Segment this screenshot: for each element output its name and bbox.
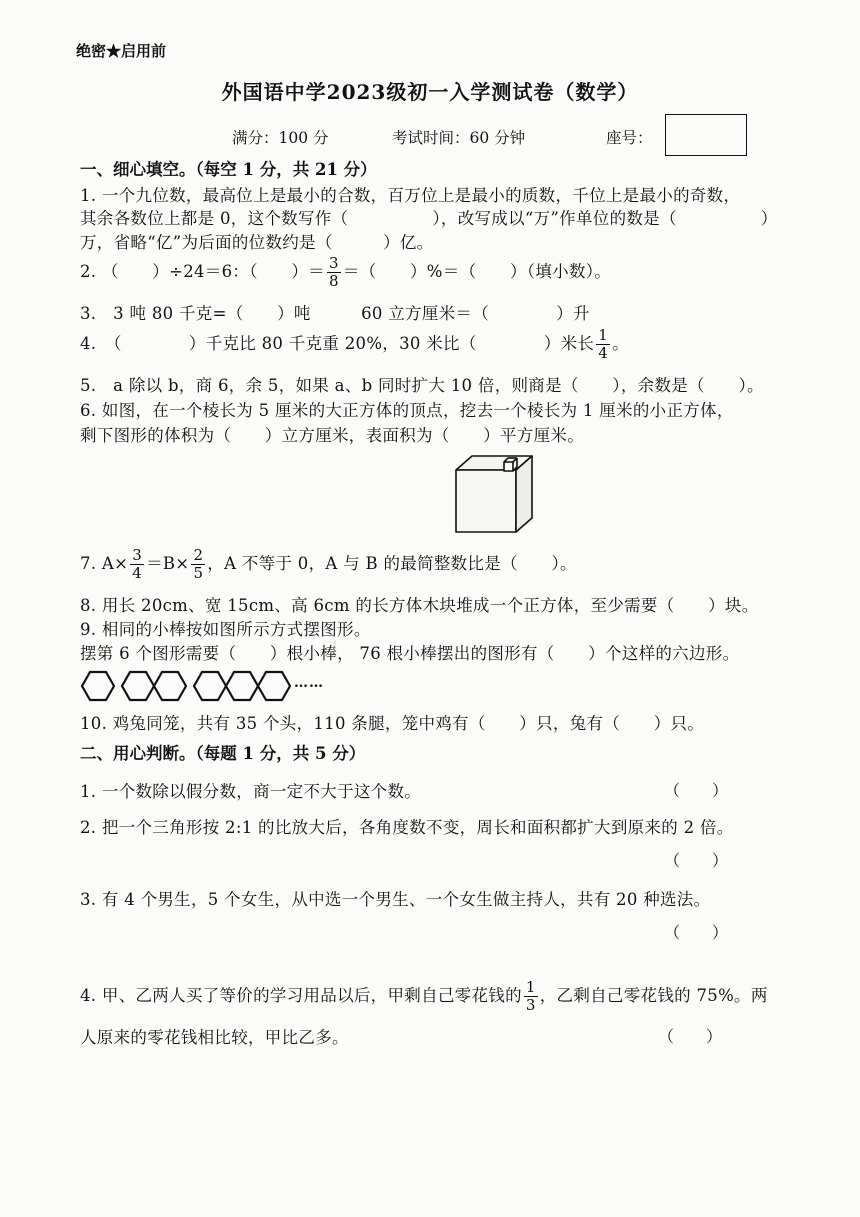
exam-title: 外国语中学2023级初一入学测试卷（数学） [221, 80, 639, 104]
judge-q4-fraction-numerator: 1 [525, 978, 536, 996]
q1-line-1: 1. 一个九位数，最高位上是最小的合数，百万位上是最小的质数，千位上是最小的奇数， [80, 186, 741, 205]
exam-time: 考试时间：60 分钟 [392, 129, 526, 147]
q7-fraction-a-denominator: 4 [132, 564, 143, 582]
q7-fraction-a-numerator: 3 [132, 546, 143, 564]
q7-fraction-a [130, 548, 144, 581]
section-2-heading: 二、用心判断。（每题 1 分，共 5 分） [80, 744, 366, 763]
hexagon-figure-2 [122, 672, 186, 700]
q10-line: 10. 鸡兔同笼，共有 35 个头，110 条腿，笼中鸡有（ ）只，兔有（ ）只。 [80, 714, 705, 733]
judge-q1-answer-paren[interactable]: （ ） [664, 781, 729, 800]
q5-line: 5. a 除以 b，商 6，余 5，如果 a、b 同时扩大 10 倍，则商是（ ），余数是（ ）。 [80, 376, 764, 395]
q2-fraction-numerator: 3 [328, 254, 339, 272]
q4-fraction-numerator: 1 [598, 326, 609, 344]
full-score: 满分：100 分 [232, 129, 329, 147]
q7-text-post: ，A 不等于 0，A 与 B 的最简整数比是（ ）。 [207, 554, 577, 573]
judge-q3-line: 3. 有 4 个男生，5 个女生，从中选一个男生、一个女生做主持人，共有 20 种选法。 [80, 890, 711, 909]
q2-line [80, 256, 611, 289]
judge-q4-fraction [524, 980, 538, 1013]
q2-text-pre: 2. （ ）÷24＝6：（ ）＝ [80, 262, 325, 281]
judge-q1-line: 1. 一个数除以假分数，商一定不大于这个数。 [80, 782, 422, 801]
judge-q4-text-post: ，乙剩自己零花钱的 75%。两 [539, 986, 768, 1005]
q6-line-2: 剩下图形的体积为（ ）立方厘米，表面积为（ ）平方厘米。 [80, 426, 584, 445]
q7-fraction-b-denominator: 5 [193, 564, 204, 582]
cube-figure [452, 452, 536, 536]
judge-q3-answer-paren[interactable]: （ ） [664, 923, 729, 942]
q1-line-3: 万，省略“亿”为后面的位数约是（ ）亿。 [80, 233, 434, 252]
q2-fraction-denominator: 8 [328, 272, 339, 290]
q2-fraction [327, 256, 341, 289]
q4-fraction-denominator: 4 [598, 344, 609, 362]
judge-q4-fraction-denominator: 3 [525, 996, 536, 1014]
confidential-label: 绝密★启用前 [76, 42, 167, 60]
hexagon-pattern-figure [80, 668, 292, 704]
q4-text-pre: 4. （ ）千克比 80 千克重 20%，30 米比（ ）米长 [80, 334, 595, 353]
judge-q4-answer-paren[interactable]: （ ） [658, 1027, 723, 1046]
pattern-continuation-dots: …… [294, 675, 324, 691]
q7-text-pre: 7. A× [80, 554, 129, 573]
q7-text-mid: ＝B× [146, 554, 190, 573]
q8-line: 8. 用长 20cm、宽 15cm、高 6cm 的长方体木块堆成一个正方体，至少需要（ ）块。 [80, 596, 759, 615]
section-1-heading: 一、细心填空。（每空 1 分，共 21 分） [80, 160, 377, 179]
q2-text-post: ＝（ ）%＝（ ）（填小数）。 [342, 262, 612, 281]
hexagon-figure-1 [82, 672, 114, 700]
q7-fraction-b [191, 548, 205, 581]
q4-line [80, 328, 629, 361]
hexagon-figure-3 [194, 672, 290, 700]
q3-line: 3. 3 吨 80 千克=（ ）吨 60 立方厘米＝（ ）升 [80, 304, 590, 323]
judge-q2-line: 2. 把一个三角形按 2:1 的比放大后，各角度数不变，周长和面积都扩大到原来的 2 倍。 [80, 818, 734, 837]
q7-fraction-b-numerator: 2 [193, 546, 204, 564]
seat-number-box[interactable] [665, 114, 747, 156]
judge-q2-answer-paren[interactable]: （ ） [664, 851, 729, 870]
judge-q4-line-2: 人原来的零花钱相比较，甲比乙多。 [80, 1028, 349, 1047]
q1-line-2: 其余各数位上都是 0，这个数写作（ ），改写成以“万”作单位的数是（ ） [80, 209, 778, 228]
judge-q4-line-1 [80, 980, 768, 1013]
seat-label: 座号： [606, 129, 653, 147]
q4-text-post: 。 [612, 334, 629, 353]
q7-line [80, 548, 577, 581]
q9-line-1: 9. 相同的小棒按如图所示方式摆图形。 [80, 620, 371, 639]
q4-fraction [596, 328, 610, 361]
judge-q4-text-pre: 4. 甲、乙两人买了等价的学习用品以后，甲剩自己零花钱的 [80, 986, 522, 1005]
q9-line-2: 摆第 6 个图形需要（ ）根小棒， 76 根小棒摆出的图形有（ ）个这样的六边形。 [80, 644, 740, 663]
q6-line-1: 6. 如图，在一个棱长为 5 厘米的大正方体的顶点，挖去一个棱长为 1 厘米的小正方体， [80, 401, 734, 420]
